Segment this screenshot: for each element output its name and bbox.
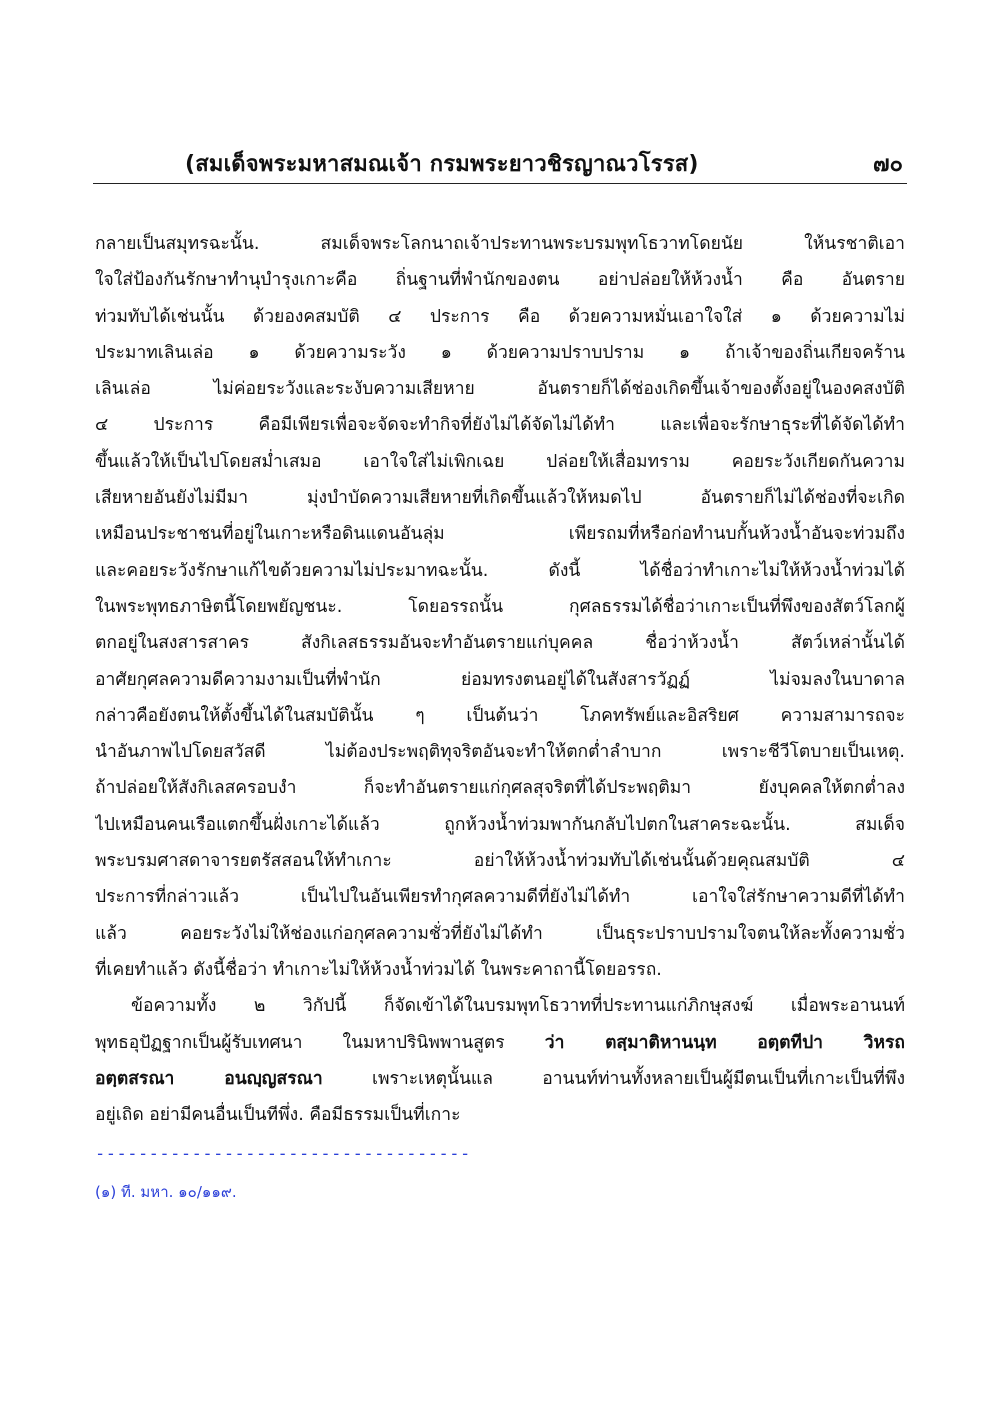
text-line: ตกอยู่ในสงสารสาคร สังกิเลสธรรมอันจะทำอันตรายแก่บุคคล ชื่อว่าห้วงน้ำ สัตว์เหล่านั้นได้ (95, 633, 905, 654)
pali-quote: ว่า ตสฺมาติหานนฺท อตฺตทีปา วิหรถ (544, 1032, 905, 1053)
text-line: ถ้าปล่อยให้สังกิเลสครอบงำ ก็จะทำอันตรายแก่กุศลสุจริตที่ได้ประพฤติมา ยังบุคคลให้ตกต่ำลง (95, 778, 905, 799)
footnote-divider: ----------------------------------- (95, 1144, 471, 1164)
plain-span: พุทธอุปัฏฐากเป็นผู้รับเทศนา ในมหาปรินิพพานสูตร (95, 1032, 545, 1053)
plain-span: เพราะเหตุนั้นแล อานนท์ท่านทั้งหลายเป็นผู้มีตนเป็นที่เกาะเป็นที่พึง (322, 1068, 905, 1089)
text-line: ประการที่กล่าวแล้ว เป็นไปในอันเพียรทำกุศลความดีที่ยังไม่ได้ทำ เอาใจใส่รักษาความดีที่ได้ทำ (95, 887, 905, 908)
running-header-title: (สมเด็จพระมหาสมณเจ้า กรมพระยาวชิรญาณวโรรส) (185, 152, 699, 177)
text-line: อาศัยกุศลความดีความงามเป็นที่พำนัก ย่อมทรงตนอยู่ได้ในสังสารวัฏฏ์ ไม่จมลงในบาดาล (95, 669, 905, 690)
main-text (95, 229, 905, 1136)
text-line: ใจใส่ป้องกันรักษาทำนุบำรุงเกาะคือ ถิ่นฐานที่พำนักของตน อย่าปล่อยให้ห้วงน้ำ คือ อันตราย (95, 270, 905, 291)
paragraph-2-line: ข้อความทั้ง ๒ วิกัปนี้ ก็จัดเข้าได้ในบรมพุทโธวาทที่ประทานแก่ภิกษุสงฆ์ เมื่อพระอานนท์ (131, 996, 905, 1017)
page-header (93, 146, 907, 184)
text-line: ในพระพุทธภาษิตนี้โดยพยัญชนะ. โดยอรรถนั้น กุศลธรรมได้ชื่อว่าเกาะเป็นที่พึงของสัตว์โลกผู้ (95, 596, 905, 617)
pali-quote: อตฺตสรณา อนญฺญสรณา (95, 1068, 323, 1089)
text-line: แล้ว คอยระวังไม่ให้ช่องแก่อกุศลความชั่วที่ยังไม่ได้ทำ เป็นธุระปราบปรามใจตนให้ละทั้งความชั่ว (95, 923, 905, 944)
text-line: ท่วมทับได้เช่นนั้น ด้วยองคสมบัติ ๔ ประการ คือ ด้วยความหมั่นเอาใจใส่ ๑ ด้วยความไม่ (95, 306, 905, 327)
text-line: และคอยระวังรักษาแก้ไขด้วยความไม่ประมาทฉะนั้น. ดังนี้ ได้ชื่อว่าทำเกาะไม่ให้ห้วงน้ำท่วมได้ (95, 560, 905, 581)
text-line: ที่เคยทำแล้ว ดังนี้ชื่อว่า ทำเกาะไม่ให้ห้วงน้ำท่วมได้ ในพระคาถานี้โดยอรรถ. (95, 959, 662, 980)
paragraph-2-line: อยู่เถิด อย่ามีคนอื่นเป็นทีพึ่ง. คือมีธรรมเป็นที่เกาะ (95, 1105, 461, 1126)
text-line: ๔ ประการ คือมีเพียรเพื่อจะจัดจะทำกิจที่ยังไม่ได้จัดไม่ได้ทำ และเพื่อจะรักษาธุระที่ได้จัดได้ทำ (95, 415, 905, 436)
text-line: นำอันภาพไปโดยสวัสดี ไม่ต้องประพฤติทุจริตอันจะทำให้ตกต่ำลำบาก เพราะชีวีโตบายเป็นเหตุ. (95, 742, 905, 763)
text-line: เสียหายอันยังไม่มีมา มุ่งบำบัดความเสียหายที่เกิดขึ้นแล้วให้หมดไป อันตรายก็ไม่ได้ช่องที่จะเกิด (95, 488, 905, 509)
footnote: (๑) ที. มหา. ๑๐/๑๑๙. (95, 1183, 237, 1201)
page-number: ๗๐ (873, 152, 903, 177)
text-line: ไปเหมือนคนเรือแตกขึ้นฝั่งเกาะได้แล้ว ถูกห้วงน้ำท่วมพากันกลับไปตกในสาคระฉะนั้น. สมเด็จ (95, 814, 905, 835)
text-line: กลายเป็นสมุทรฉะนั้น. สมเด็จพระโลกนาถเจ้าประทานพระบรมพุทโธวาทโดยนัย ให้นรชาติเอา (95, 234, 905, 254)
paragraph-2-line (95, 1064, 905, 1100)
text-line: ประมาทเลินเล่อ ๑ ด้วยความระวัง ๑ ด้วยความปราบปราม ๑ ถ้าเจ้าของถิ่นเกียจคร้าน (95, 342, 905, 363)
text-line: ขึ้นแล้วให้เป็นไปโดยสม่ำเสมอ เอาใจใส่ไม่เพิกเฉย ปล่อยให้เสื่อมทราม คอยระวังเกียดกันความ (95, 451, 905, 472)
text-line: เหมือนประชาชนที่อยู่ในเกาะหรือดินแดนอันลุ่ม เพียรถมที่หรือก่อทำนบกั้นห้วงน้ำอันจะท่วมถึง (95, 524, 905, 545)
text-line: พระบรมศาสดาจารยตรัสสอนให้ทำเกาะ อย่าให้ห้วงน้ำท่วมทับได้เช่นนั้นด้วยคุณสมบัติ ๔ (95, 851, 905, 872)
paragraph-2-line (95, 1028, 905, 1064)
text-line: เลินเล่อ ไม่ค่อยระวังและระงับความเสียหาย อันตรายก็ได้ช่องเกิดขึ้นเจ้าของตั้งอยู่ในองคสงบัติ (95, 379, 905, 400)
header-divider (93, 183, 907, 184)
text-line: กล่าวคือยังตนให้ตั้งขึ้นได้ในสมบัตินั้น ๆ เป็นต้นว่า โภคทรัพย์และอิสริยศ ความสามารถจะ (95, 705, 905, 726)
